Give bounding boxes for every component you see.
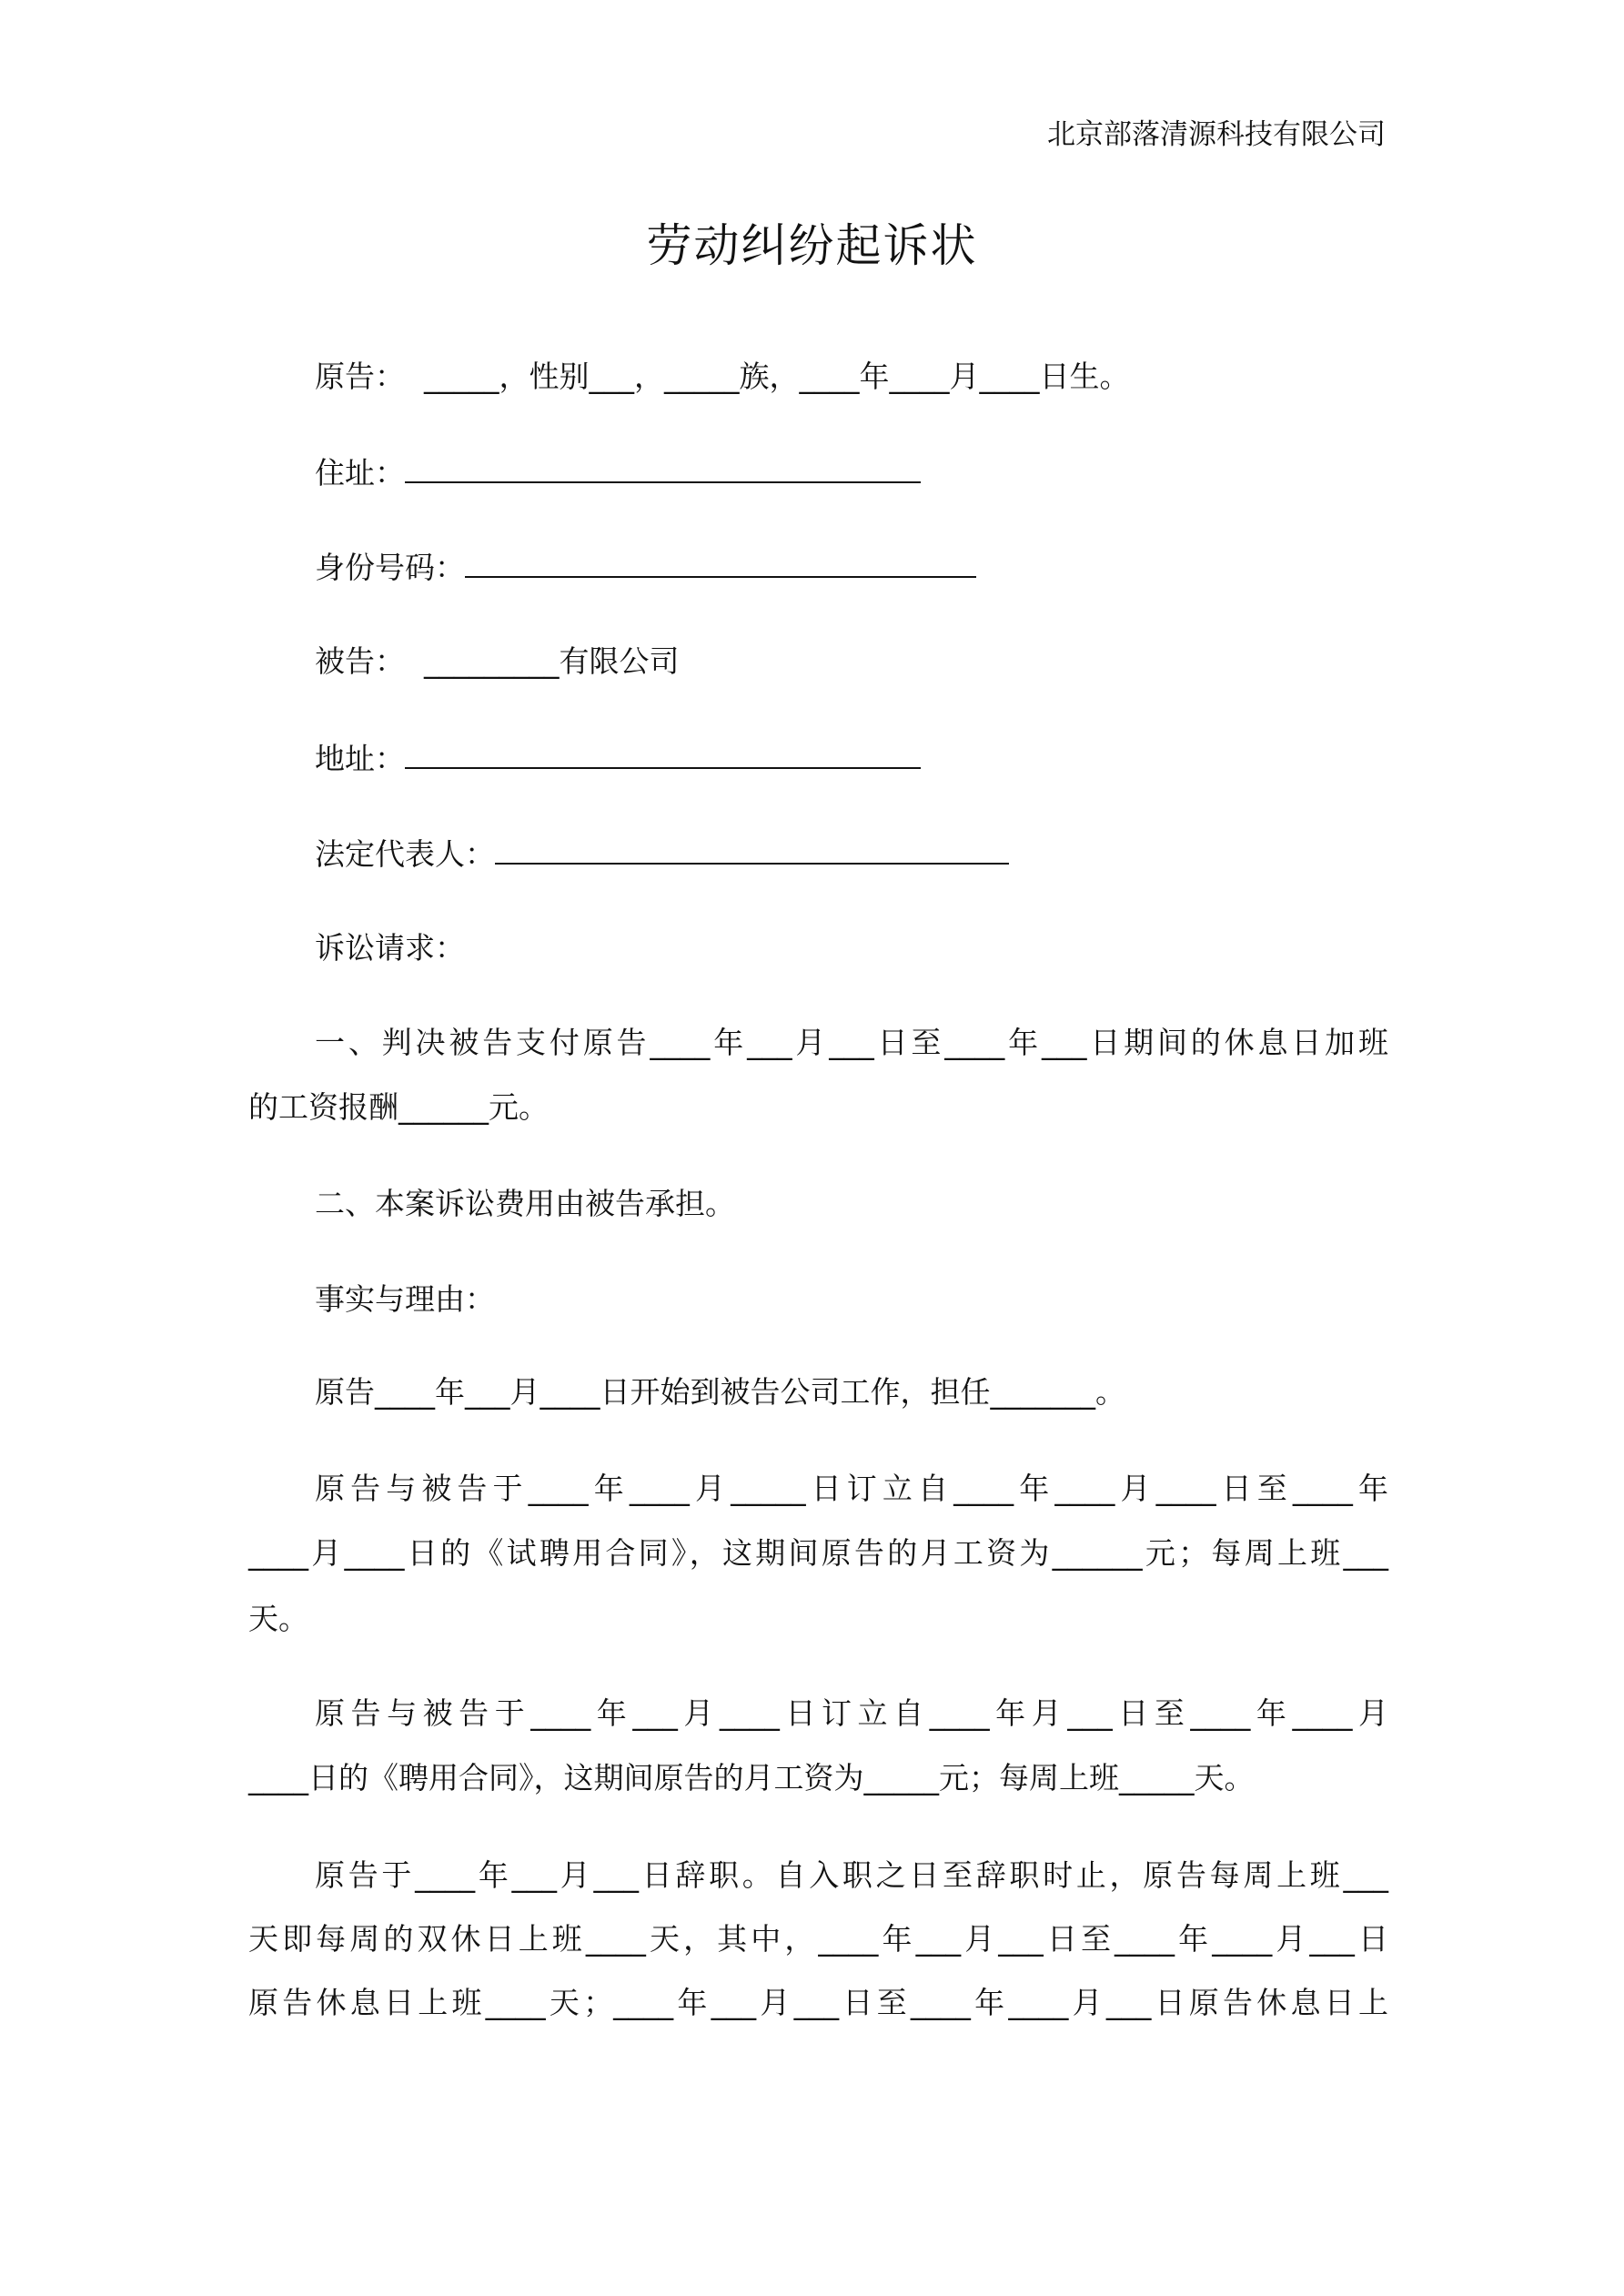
document-title: 劳动纠纷起诉状: [646, 219, 978, 272]
claims-heading: 诉讼请求：: [315, 930, 465, 966]
legal-rep-row: [315, 835, 1388, 873]
defendant-address-row: [315, 740, 1388, 777]
claim-1-line-2: 的工资报酬______元。: [248, 1089, 549, 1125]
address-field: [405, 454, 921, 483]
facts-p3-line-1: 原告与被告于____年___月____日订立自____年月___日至____年____月: [315, 1695, 1389, 1731]
company-name: 北京部落清源科技有限公司: [1047, 118, 1386, 151]
facts-p1: 原告____年___月____日开始到被告公司工作，担任_______。: [315, 1374, 1125, 1410]
facts-p4-line-1: 原告于____年___月___日辞职。自入职之日至辞职时止，原告每周上班___: [315, 1857, 1388, 1893]
defendant-address-label: 地址：: [315, 741, 405, 776]
claim-2: 二、本案诉讼费用由被告承担。: [315, 1186, 735, 1221]
defendant-line: 被告： _________有限公司: [315, 643, 680, 679]
legal-rep-field: [495, 835, 1009, 865]
defendant-address-field: [405, 740, 921, 769]
id-number-field: [465, 549, 976, 578]
facts-p4-line-3: 原告休息日上班____天；____年___月___日至____年____月___日原告休息日上: [248, 1985, 1388, 2020]
claim-1-line-1: 一、判决被告支付原告____年___月___日至____年___日期间的休息日加班: [315, 1025, 1388, 1060]
facts-p2-line-1: 原告与被告于____年____月_____日订立自____年____月____日至____年: [315, 1471, 1389, 1506]
address-label: 住址：: [315, 455, 405, 491]
facts-p2-line-3: 天。: [248, 1601, 308, 1636]
facts-p3-line-2: ____日的《聘用合同》，这期间原告的月工资为_____元；每周上班_____天。: [248, 1760, 1255, 1795]
facts-p4-line-2: 天即每周的双休日上班____天，其中，____年___月___日至____年____月___日: [248, 1921, 1389, 1957]
legal-rep-label: 法定代表人：: [315, 836, 495, 872]
address-row: [315, 454, 1388, 491]
facts-p2-line-2: ____月____日的《试聘用合同》，这期间原告的月工资为______元；每周上班___: [248, 1535, 1388, 1571]
id-number-label: 身份号码：: [315, 550, 465, 585]
id-number-row: [315, 549, 1388, 586]
facts-heading: 事实与理由：: [315, 1281, 495, 1317]
plaintiff-line: 原告： _____，性别___，_____族，____年____月____日生。: [315, 359, 1130, 394]
